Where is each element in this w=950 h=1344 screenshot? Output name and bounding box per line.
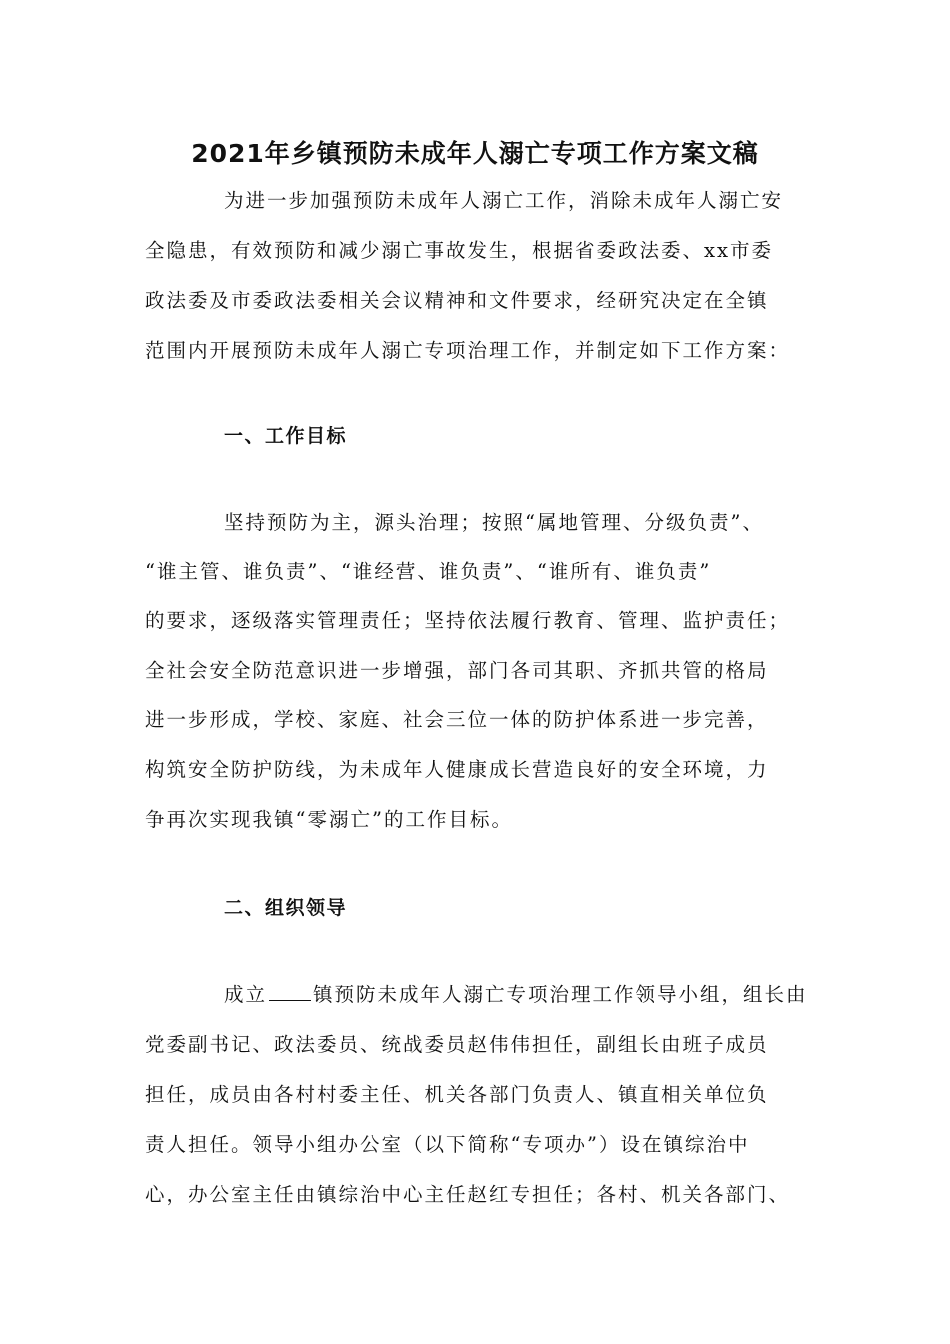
- section1-line-3: 的要求，逐级落实管理责任；坚持依法履行教育、管理、监护责任；: [145, 609, 791, 632]
- intro-line-4: 范围内开展预防未成年人溺亡专项治理工作，并制定如下工作方案：: [145, 339, 791, 362]
- section1-line-7: 争再次实现我镇“零溺亡”的工作目标。: [145, 808, 513, 831]
- section1-line-2: “谁主管、谁负责”、“谁经营、谁负责”、“谁所有、谁负责”: [145, 560, 712, 583]
- section2-line-1-suffix: 镇预防未成年人溺亡专项治理工作领导小组，组长由: [313, 983, 808, 1006]
- section1-line-5: 进一步形成，学校、家庭、社会三位一体的防护体系进一步完善，: [145, 708, 769, 731]
- section2-line-1-prefix: 成立: [224, 983, 268, 1006]
- section2-line-3: 担任，成员由各村村委主任、机关各部门负责人、镇直相关单位负: [145, 1083, 769, 1106]
- intro-line-3: 政法委及市委政法委相关会议精神和文件要求，经研究决定在全镇: [145, 289, 769, 312]
- section-heading-leadership: 二、组织领导: [224, 897, 348, 919]
- section1-line-1: 坚持预防为主，源头治理；按照“属地管理、分级负责”、: [224, 511, 764, 534]
- section2-line-2: 党委副书记、政法委员、统战委员赵伟伟担任，副组长由班子成员: [145, 1033, 769, 1056]
- fill-in-blank: [269, 982, 311, 1001]
- section1-line-6: 构筑安全防护防线，为未成年人健康成长营造良好的安全环境，力: [145, 758, 769, 781]
- intro-line-2: 全隐患，有效预防和减少溺亡事故发生，根据省委政法委、xx市委: [145, 239, 773, 262]
- section2-line-1: [224, 980, 914, 1010]
- section2-line-4: 责人担任。领导小组办公室（以下简称“专项办”）设在镇综治中: [145, 1133, 750, 1156]
- section2-line-5: 心，办公室主任由镇综治中心主任赵红专担任；各村、机关各部门、: [145, 1183, 791, 1206]
- section1-line-4: 全社会安全防范意识进一步增强，部门各司其职、齐抓共管的格局: [145, 659, 769, 682]
- section-heading-goals: 一、工作目标: [224, 425, 348, 447]
- intro-line-1: 为进一步加强预防未成年人溺亡工作，消除未成年人溺亡安: [224, 189, 784, 212]
- document-title: 2021年乡镇预防未成年人溺亡专项工作方案文稿: [191, 139, 759, 168]
